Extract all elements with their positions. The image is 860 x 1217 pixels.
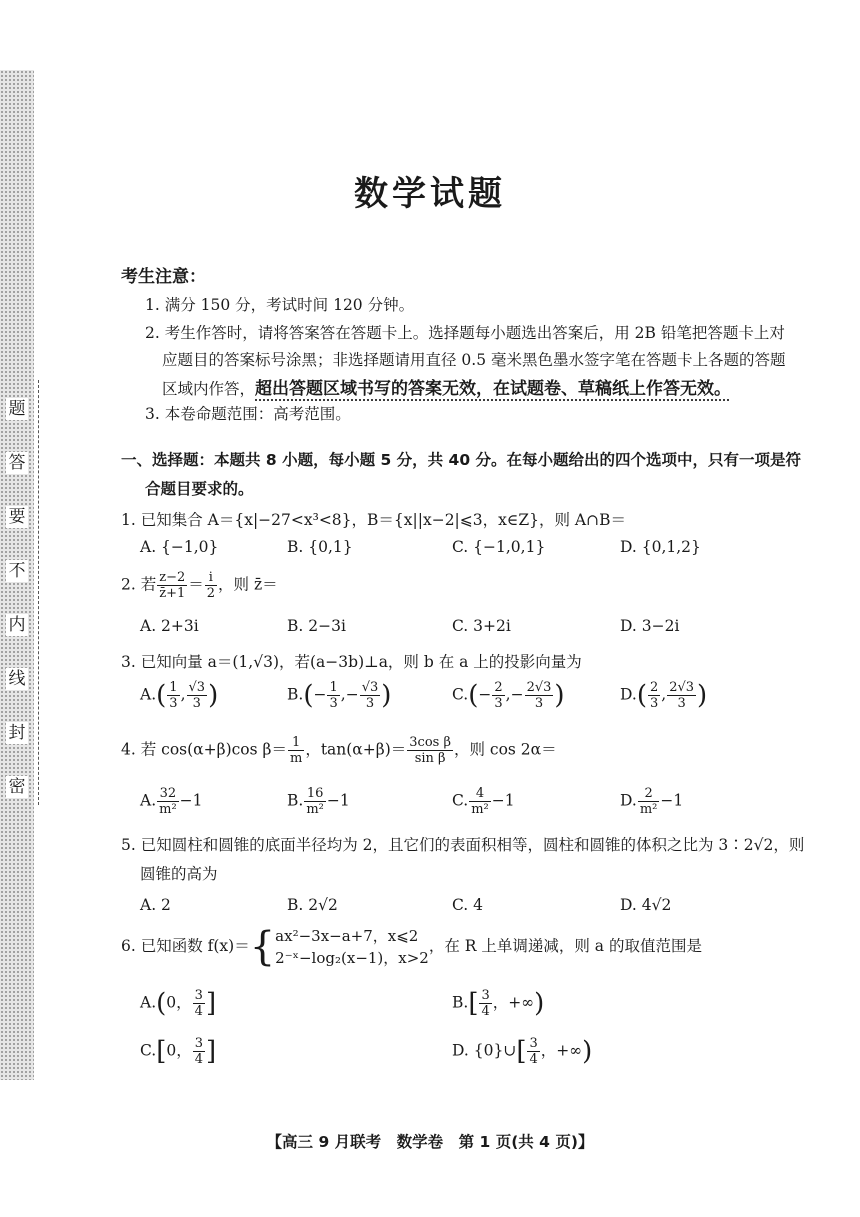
frac-den: 3 — [677, 696, 686, 711]
frac-den: 4 — [529, 1052, 538, 1067]
frac-den: 3 — [365, 696, 375, 711]
option-label: B. — [287, 685, 304, 704]
question-5-stem-line-1: 5. 已知圆柱和圆锥的底面半径均为 2，且它们的表面积相等，圆柱和圆锥的体积之比为 3∶2√2，则 — [121, 836, 805, 854]
binding-char: 答 — [6, 452, 28, 474]
question-3-stem: 3. 已知向量 a＝(1,√3)，若(a−3b)⊥a，则 b 在 a 上的投影向量为 — [121, 653, 582, 671]
frac-num: 3 — [194, 1036, 204, 1051]
q3-option-b: B.(− $\frac{1}{3}$ ,− $\frac{√3}{3}$ ) — [287, 680, 392, 711]
notice-item-2-line-1: 2. 考生作答时，请将答案答在答题卡上。选择题每小题选出答案后，用 2B 铅笔把答题卡上对 — [145, 324, 785, 342]
frac-num: 3 — [194, 988, 203, 1003]
q4-part-2: ，tan(α+β)＝ — [305, 740, 407, 759]
q1-option-b: B. {0,1} — [287, 538, 353, 556]
frac-num: 3 — [529, 1036, 538, 1051]
page-footer: 【高三 9 月联考 数学卷 第 1 页(共 4 页)】 — [266, 1133, 594, 1151]
option-tail: −1 — [326, 791, 350, 810]
frac-den: 3 — [329, 696, 338, 711]
question-1-stem: 1. 已知集合 A＝{x|−27<x³<8}，B＝{x||x−2|⩽3，x∈Z}，则 A∩B＝ — [121, 511, 626, 529]
question-2-stem — [121, 570, 278, 601]
option-label: C. — [452, 791, 469, 810]
option-label: D. — [620, 791, 637, 810]
q4-option-b — [287, 786, 350, 817]
frac-num: 2 — [494, 680, 503, 695]
option-tail: −1 — [179, 791, 203, 810]
frac-num: 1 — [169, 680, 178, 695]
frac-num: 2√3 — [526, 680, 552, 695]
q2-fraction — [157, 570, 187, 601]
q6-case-1: ax²−3x−a+7，x⩽2 — [275, 927, 419, 945]
q5-option-d: D. 4√2 — [620, 896, 672, 914]
binding-char: 内 — [6, 614, 28, 636]
section-heading-line-2: 合题目要求的。 — [145, 480, 254, 498]
frac-den: sin β — [414, 751, 446, 766]
binding-char: 封 — [6, 722, 28, 744]
q6-case-2: 2⁻ˣ−log₂(x−1)，x>2 — [275, 949, 429, 967]
question-5-stem-line-2: 圆锥的高为 — [140, 865, 218, 883]
q2-option-a: A. 2+3i — [140, 617, 199, 635]
frac-num: √3 — [361, 680, 379, 695]
question-6-stem: 6. 已知函数 f(x)＝{ ax²−3x−a+7，x⩽2 2⁻ˣ−log₂(x−1)，x>2 ，在 R 上单调递减，则 a 的取值范围是 — [121, 924, 702, 970]
q5-option-c: C. 4 — [452, 896, 484, 914]
frac-den: 4 — [194, 1052, 204, 1067]
q2-rhs-denominator: 2 — [206, 586, 216, 601]
q3-option-a: A.( $\frac{1}{3}$ , $\frac{√3}{3}$ ) — [140, 680, 219, 711]
notice-heading: 考生注意： — [121, 267, 206, 287]
q2-numerator: z−2 — [159, 570, 186, 585]
q6-part-1: 6. 已知函数 f(x)＝ — [121, 937, 250, 955]
frac-num: √3 — [188, 680, 206, 695]
q5-option-a: A. 2 — [140, 896, 171, 914]
q6-option-a: A.(0， $\frac{3}{4}$ ] — [140, 988, 217, 1019]
notice-item-1: 1. 满分 150 分，考试时间 120 分钟。 — [145, 296, 415, 314]
option-label: A. — [140, 685, 157, 704]
option-tail: −1 — [660, 791, 684, 810]
q2-denominator: z̄+1 — [159, 586, 186, 601]
q2-option-d: D. 3−2i — [620, 617, 680, 635]
binding-char: 线 — [6, 668, 28, 690]
q4-option-a — [140, 786, 203, 817]
frac-num: 4 — [469, 786, 491, 802]
option-label: A. — [140, 791, 157, 810]
q4-option-d — [620, 786, 683, 817]
frac-num: 2√3 — [669, 680, 695, 695]
seal-line — [38, 380, 39, 805]
option-pre: 0， — [166, 1041, 192, 1060]
q6-part-2: ，在 R 上单调递减，则 a 的取值范围是 — [428, 937, 702, 955]
option-post: ，+∞ — [540, 1041, 583, 1060]
notice-item-2-line-3 — [162, 374, 731, 399]
q6-option-c: C.[0， $\frac{3}{4}$ ] — [140, 1036, 217, 1067]
q4-part-3: ，则 cos 2α＝ — [453, 740, 557, 759]
q6-option-b: B.[ $\frac{3}{4}$ ，+∞) — [452, 988, 545, 1019]
option-label: C. — [140, 1041, 157, 1060]
frac-num: 1 — [329, 680, 338, 695]
notice-text: 区域内作答， — [162, 380, 256, 398]
q2-suffix: ，则 z̄＝ — [218, 575, 278, 594]
q2-rhs-numerator: i — [205, 570, 217, 586]
option-label: B. — [452, 993, 469, 1012]
frac-den: 3 — [494, 696, 503, 711]
q4-option-c — [452, 786, 515, 817]
q3-option-c: C.(− $\frac{2}{3}$ ,− $\frac{2√3}{3}$ ) — [452, 680, 565, 711]
q6-option-d: D. {0}∪[ $\frac{3}{4}$ ，+∞) — [452, 1036, 593, 1067]
section-heading-line-1: 一、选择题：本题共 8 小题，每小题 5 分，共 40 分。在每小题给出的四个选项中，只有一项是符 — [121, 451, 802, 469]
frac-den: m² — [639, 802, 658, 817]
frac-den: 3 — [649, 696, 659, 711]
frac-den: m² — [471, 802, 489, 817]
option-post: ，+∞ — [492, 993, 535, 1012]
q1-option-a: A. {−1,0} — [140, 538, 219, 556]
q2-option-c: C. 3+2i — [452, 617, 511, 635]
binding-char: 不 — [6, 560, 28, 582]
binding-char: 密 — [6, 776, 28, 798]
option-label: B. — [287, 791, 304, 810]
q1-option-d: D. {0,1,2} — [620, 538, 701, 556]
option-label: D. {0}∪ — [452, 1041, 517, 1060]
frac-den: 3 — [169, 696, 178, 711]
notice-emphasis: 超出答题区域书写的答案无效，在试题卷、草稿纸上作答无效。 — [255, 379, 732, 399]
frac-den: 3 — [192, 696, 201, 711]
q2-eq: ＝ — [188, 575, 204, 594]
frac-den: m² — [306, 802, 324, 817]
notice-item-3: 3. 本卷命题范围：高考范围。 — [145, 405, 351, 423]
page-title: 数学试题 — [354, 174, 506, 214]
option-pre: 0， — [166, 993, 192, 1012]
frac-num: 2 — [649, 680, 659, 695]
question-4-stem — [121, 735, 557, 766]
frac-num: 3 — [481, 988, 490, 1003]
frac-den: m — [289, 751, 303, 766]
frac-den: 4 — [481, 1004, 490, 1019]
option-label: C. — [452, 685, 469, 704]
frac-num: 32 — [157, 786, 179, 802]
frac-den: 3 — [534, 696, 544, 711]
q4-part-1: 4. 若 cos(α+β)cos β＝ — [121, 740, 287, 759]
frac-den: 4 — [194, 1004, 203, 1019]
q1-option-c: C. {−1,0,1} — [452, 538, 546, 556]
option-tail: −1 — [491, 791, 515, 810]
frac-den: m² — [159, 802, 177, 817]
frac-num: 1 — [288, 735, 304, 751]
q2-fraction-rhs — [205, 570, 217, 601]
option-label: D. — [620, 685, 637, 704]
option-label: A. — [140, 993, 157, 1012]
q2-prefix: 2. 若 — [121, 575, 157, 594]
q2-option-b: B. 2−3i — [287, 617, 346, 635]
q6-piecewise — [275, 925, 429, 969]
binding-char: 题 — [6, 398, 28, 420]
notice-item-2-line-2: 应题目的答案标号涂黑；非选择题请用直径 0.5 毫米黑色墨水签字笔在答题卡上各题的答题 — [162, 351, 786, 369]
frac-num: 3cos β — [409, 735, 451, 750]
frac-num: 16 — [304, 786, 326, 802]
q5-option-b: B. 2√2 — [287, 896, 338, 914]
q3-option-d: D.( $\frac{2}{3}$ , $\frac{2√3}{3}$ ) — [620, 680, 708, 711]
binding-char: 要 — [6, 506, 28, 528]
frac-num: 2 — [638, 786, 660, 802]
